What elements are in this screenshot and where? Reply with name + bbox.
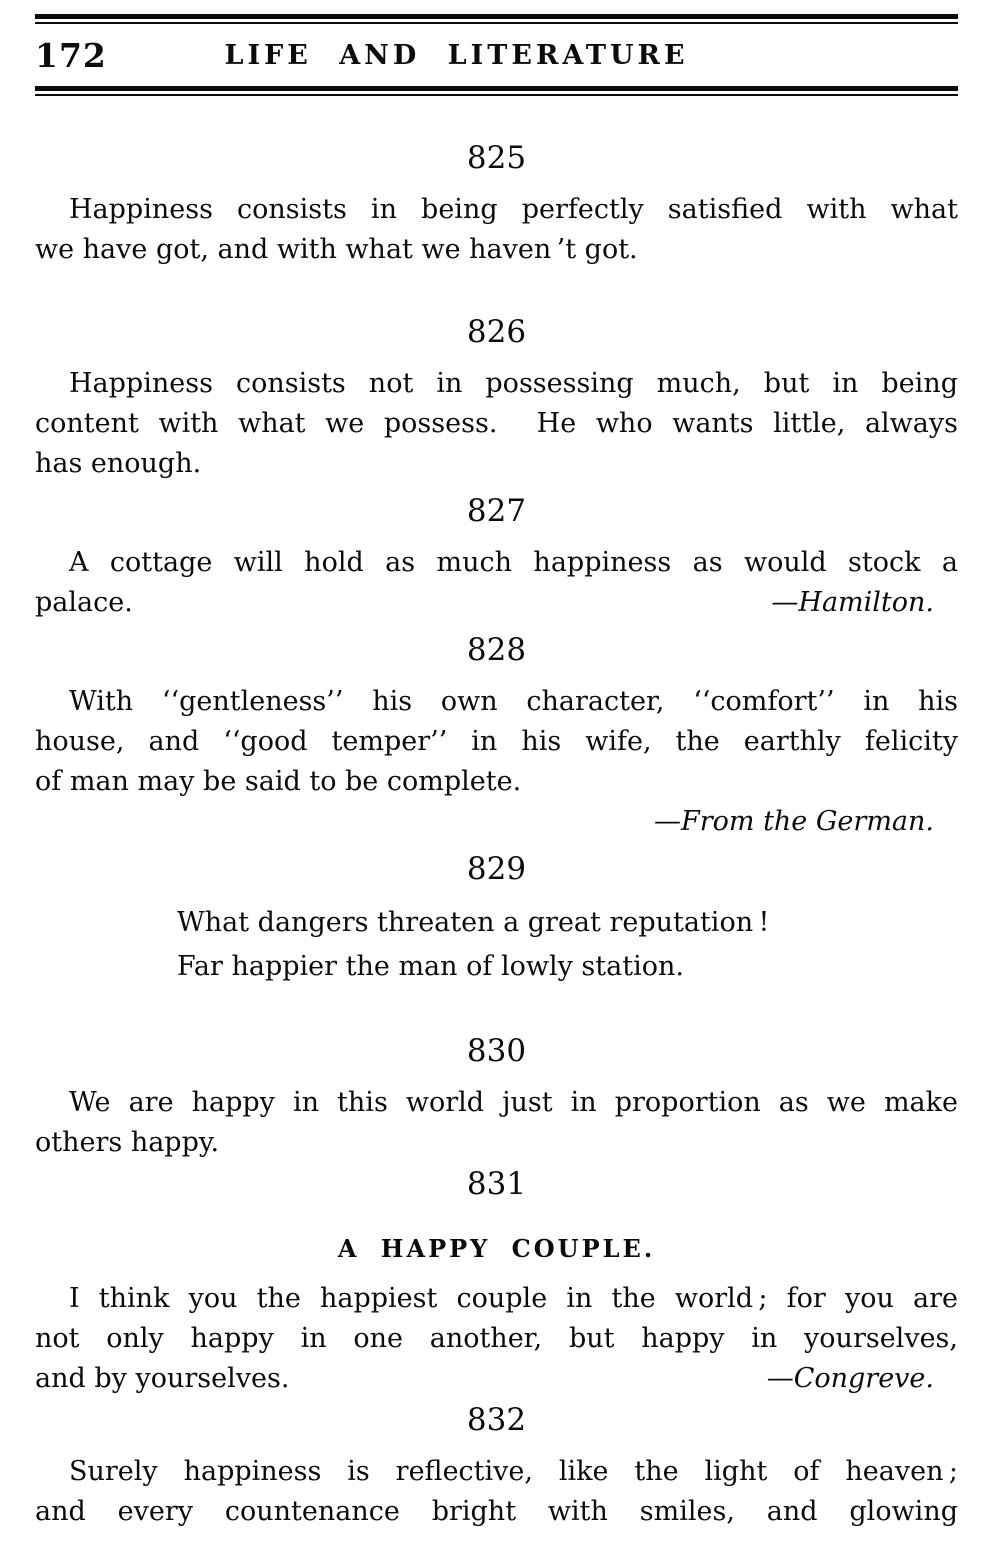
quotation-number: 827 xyxy=(466,493,527,529)
attribution: —From the German. xyxy=(653,806,934,837)
quotation-line: Happiness consists in being perfectly satisfied with what xyxy=(69,194,958,225)
poem-line: Far happier the man of lowly station. xyxy=(177,951,684,982)
header-bottom-rule-thin xyxy=(35,94,958,96)
entry-826 xyxy=(35,314,958,484)
quotation-line: A cottage will hold as much happiness as would stock a xyxy=(69,547,958,578)
entry-831 xyxy=(35,1166,958,1399)
section-heading: A HAPPY COUPLE. xyxy=(337,1234,656,1263)
page-header xyxy=(35,24,958,86)
quotation-line-text: palace. xyxy=(35,587,133,618)
quotation-number: 829 xyxy=(466,851,527,887)
header-top-rule-thick xyxy=(35,14,958,19)
quotation-line: house, and ‘‘good temper’’ in his wife, the earthly felicity xyxy=(35,726,958,757)
quotation-line: Surely happiness is reflective, like the light of heaven ; xyxy=(69,1456,958,1487)
entry-832 xyxy=(35,1402,958,1532)
running-title: LIFE AND LITERATURE xyxy=(224,39,689,71)
quotation-number: 826 xyxy=(466,314,527,350)
poem-block xyxy=(177,901,958,989)
quotation-line: has enough. xyxy=(35,448,202,479)
quotation-line: content with what we possess. He who wants little, always xyxy=(35,408,958,439)
attribution: —Hamilton. xyxy=(771,587,934,618)
entry-825 xyxy=(35,140,958,270)
quotation-line: We are happy in this world just in proportion as we make xyxy=(69,1087,958,1118)
entry-830 xyxy=(35,1033,958,1163)
quotation-number: 832 xyxy=(466,1402,527,1438)
quotation-number: 831 xyxy=(466,1166,527,1202)
quotation-line: and every countenance bright with smiles, and glowing xyxy=(35,1496,958,1527)
entry-827 xyxy=(35,493,958,623)
quotation-line: others happy. xyxy=(35,1127,220,1158)
entry-829 xyxy=(35,851,958,989)
quotation-line: we have got, and with what we haven ’t got. xyxy=(35,234,638,265)
page-number: 172 xyxy=(35,35,107,75)
entry-828 xyxy=(35,632,958,842)
quotation-line: I think you the happiest couple in the world ; for you are xyxy=(69,1283,958,1314)
quotation-line: not only happy in one another, but happy in yourselves, xyxy=(35,1323,958,1354)
quotation-line: With ‘‘gentleness’’ his own character, ‘‘comfort’’ in his xyxy=(69,686,958,717)
quotation-line xyxy=(35,1359,958,1399)
quotation-line: of man may be said to be complete. xyxy=(35,766,522,797)
header-bottom-rule-thick xyxy=(35,86,958,91)
quotation-line: Happiness consists not in possessing much, but in being xyxy=(69,368,958,399)
attribution: —Congreve. xyxy=(766,1363,934,1394)
quotation-number: 825 xyxy=(466,140,527,176)
quotation-number: 828 xyxy=(466,632,527,668)
quotation-line xyxy=(35,583,958,623)
quotation-number: 830 xyxy=(466,1033,527,1069)
poem-line: What dangers threaten a great reputation ! xyxy=(177,907,770,938)
quotation-line xyxy=(35,802,958,842)
quotation-line-text: and by yourselves. xyxy=(35,1363,290,1394)
